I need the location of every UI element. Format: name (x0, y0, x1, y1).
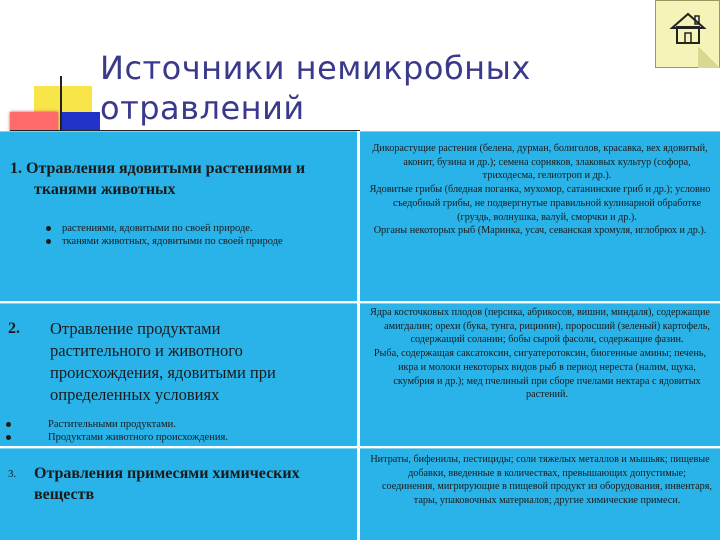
detail-paragraph: Органы некоторых рыб (Маринка, усач, севанская хромуля, иглобрюх и др.). (373, 225, 707, 237)
list-item: Растительными продуктами. (4, 418, 228, 431)
section-2-heading-line-1: Отравление продуктами (50, 319, 221, 338)
section-2-heading-line-3: происхождения, ядовитыми при (50, 363, 276, 382)
page-fold (698, 46, 720, 68)
detail-paragraph: Ядра косточковых плодов (персика, абрикосов, вишни, миндаля), содержащие амигдалин; орехи (бука, тунга, рицинин), проросший (зеленый) картофель, содержащий соланин; бобы сырой фасоли, содержащие фазин. (370, 307, 710, 346)
title-line-2: отравлений (100, 89, 305, 127)
detail-paragraph: Дикорастущие растения (белена, дурман, болиголов, красавка, вех ядовитый, аконит, бузина и др.); семена сорняков, злаковых культур (софора, триходесма, гелиотроп и др.). (372, 143, 708, 182)
section-2-heading (50, 318, 350, 406)
section-3-heading-line-1: Отравления примесями химических (34, 465, 300, 482)
section-3-heading-line-2: веществ (34, 486, 95, 503)
section-1-detail (368, 142, 712, 238)
section-2-number: 2. (8, 320, 20, 337)
section-3-number: 3. (8, 468, 17, 480)
section-1-list (44, 222, 283, 248)
section-1-number: 1. (10, 160, 22, 177)
home-icon (668, 11, 708, 45)
home-button[interactable] (655, 0, 720, 68)
detail-paragraph: Ядовитые грибы (бледная поганка, мухомор, сатанинские гриб и др.); условно съедобный грибы, не подвергнутые правильной кулинарной обработке (груздь, волнушка, валуй, сморчки и др.). (369, 184, 711, 223)
section-1-left-panel (0, 131, 357, 301)
section-3-detail (368, 453, 712, 508)
section-1-heading-line-1: Отравления ядовитыми растениями и (26, 160, 306, 177)
detail-paragraph: Нитраты, бифенилы, пестициды; соли тяжелых металлов и мышьяк; пищевые добавки, введенные в количествах, превышающих допустимые; соединения, мигрирующие в пищевой продукт из оборудования, инвентаря, тары, упаковочных материалов; другие химические примеси. (370, 454, 712, 507)
section-2-heading-line-4: определенных условиях (50, 385, 220, 404)
title-line-1: Источники немикробных (100, 49, 531, 87)
section-2-list (4, 418, 228, 444)
list-item: растениями, ядовитыми по своей природе. (44, 222, 283, 235)
section-1-heading (10, 158, 355, 200)
section-2-detail (368, 306, 712, 402)
section-3-heading (34, 463, 354, 505)
section-1-heading-line-2: тканями животных (34, 181, 176, 198)
detail-paragraph: Рыба, содержащая саксатоксин, сигуатеротоксин, биогенные амины; печень, икра и молоки некоторых видов рыб в период нереста (налим, щука, скумбрия и др.); мед пчелиный при сборе пчелами нектара с ядовитых растений. (373, 348, 707, 401)
section-2-heading-line-2: растительного и животного (50, 341, 243, 360)
list-item: тканями животных, ядовитыми по своей природе (44, 235, 283, 248)
list-item: Продуктами животного происхождения. (4, 431, 228, 444)
page-title (100, 48, 600, 128)
